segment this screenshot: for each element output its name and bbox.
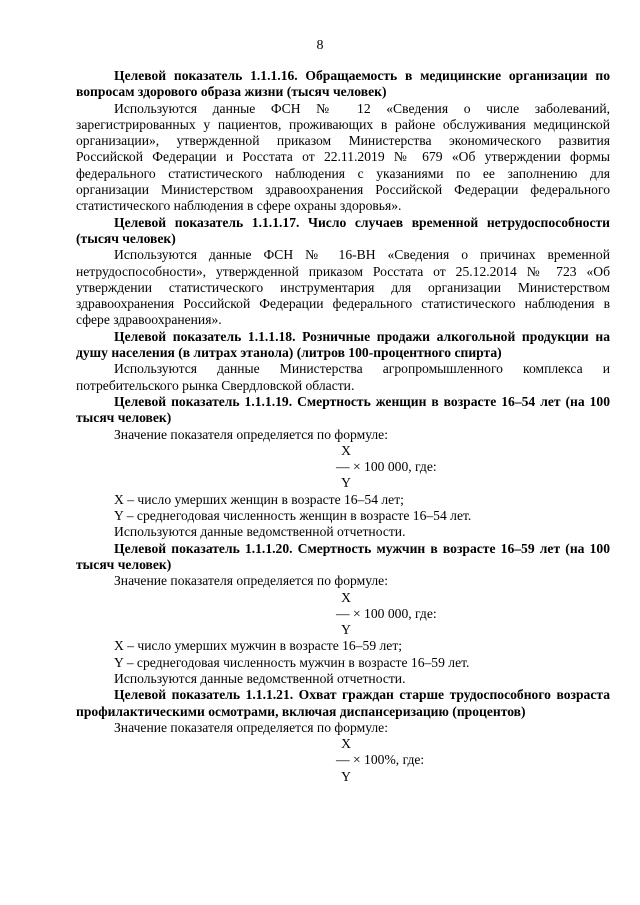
indicator-19-source: Используются данные ведомственной отчетности. [114,524,406,540]
indicator-20-intro: Значение показателя определяется по формуле: [114,573,388,589]
indicator-19-x-definition: X – число умерших женщин в возрасте 16–54 лет; [114,491,404,507]
document-body [76,68,610,785]
formula-denominator: Y [341,475,351,491]
formula-fraction-line: — × 100%, где: [336,752,425,768]
indicator-17-heading: Целевой показатель 1.1.1.17. Число случаев временной нетрудоспособности (тысяч человек) [76,214,610,246]
formula-fraction-line: — × 100 000, где: [336,605,437,621]
formula-denominator: Y [341,768,351,784]
indicator-18-heading: Целевой показатель 1.1.1.18. Розничные продажи алкогольной продукции на душу населения (в литрах этанола) (литров 100-процентного спирта) [76,328,610,361]
indicator-21-formula [336,736,486,785]
indicator-20-formula [336,590,486,639]
indicator-19-heading: Целевой показатель 1.1.1.19. Смертность женщин в возрасте 16–54 лет (на 100 тысяч человек) [76,393,610,426]
indicator-20-heading: Целевой показатель 1.1.1.20. Смертность мужчин в возрасте 16–59 лет (на 100 тысяч человек) [76,540,610,572]
indicator-19-intro: Значение показателя определяется по формуле: [114,426,388,442]
indicator-20-y-definition: Y – среднегодовая численность мужчин в возрасте 16–59 лет. [114,654,470,670]
indicator-21-intro: Значение показателя определяется по формуле: [114,719,388,735]
formula-fraction-line: — × 100 000, где: [336,459,437,475]
indicator-18-text: Используются данные Министерства агропромышленного комплекса и потребительского рынка Свердловской области. [76,361,610,393]
indicator-20-x-definition: X – число умерших мужчин в возрасте 16–59 лет; [114,638,403,654]
indicator-21-heading: Целевой показатель 1.1.1.21. Охват граждан старше трудоспособного возраста профилактическими осмотрами, включая диспансеризацию (процентов) [76,687,610,719]
indicator-16-heading: Целевой показатель 1.1.1.16. Обращаемость в медицинские организации по вопросам здорового образа жизни (тысяч человек) [76,68,610,100]
page-number: 8 [316,38,324,53]
formula-numerator: X [341,589,351,605]
indicator-16-text: Используются данные ФСН № 12 «Сведения о числе заболеваний, зарегистрированных у пациентов, проживающих в районе обслуживания медицинской организации», утвержденной приказом Министерства экономического развития Российской Федерации и Росстата от 22.11.2019 № 679 «Об утверждении формы федерального статистического наблюдения с указаниями по ее заполнению для организации Министерством здравоохранения Российской Федерации федерального статистического наблюдения в сфере охраны здоровья». [76,100,610,214]
indicator-19-formula [336,443,486,492]
formula-denominator: Y [341,622,351,638]
indicator-20-source: Используются данные ведомственной отчетности. [114,670,406,686]
indicator-17-text: Используются данные ФСН № 16-ВН «Сведения о причинах временной нетрудоспособности», утвержденной приказом Росстата от 25.12.2014 № 723 «Об утверждении статистического инструментария для организации Министерством здравоохранения Российской Федерации федерального статистического наблюдения в сфере здравоохранения». [76,247,610,328]
indicator-19-y-definition: Y – среднегодовая численность женщин в возрасте 16–54 лет. [114,508,472,524]
formula-numerator: X [341,736,351,752]
formula-numerator: X [341,442,351,458]
